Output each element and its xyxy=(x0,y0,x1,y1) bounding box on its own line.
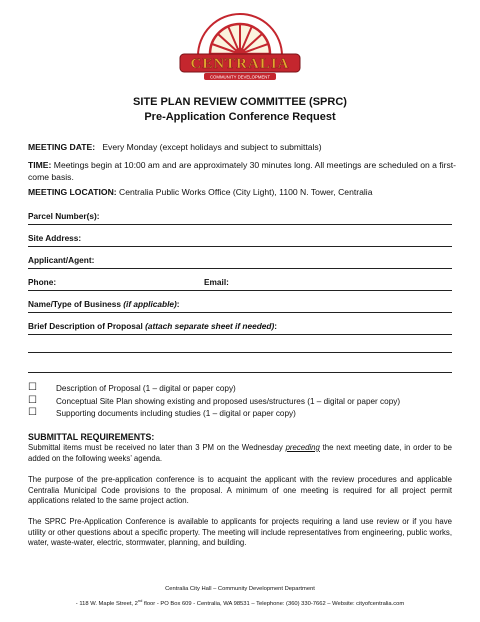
meeting-location xyxy=(28,186,468,198)
meeting-date xyxy=(28,141,468,153)
business-field[interactable] xyxy=(28,298,452,313)
centralia-logo xyxy=(176,12,304,84)
checkbox-label: Supporting documents including studies (1 – digital or paper copy) xyxy=(56,409,296,418)
time-value: Meetings begin at 10:00 am and are approximately 30 minutes long. All meetings are scheduled on a first-come basis. xyxy=(28,160,457,182)
checkbox-icon[interactable]: ☐ xyxy=(28,382,37,393)
footer-line-1: Centralia City Hall – Community Development Department xyxy=(165,586,315,592)
parcel-number-field[interactable] xyxy=(28,210,452,225)
purpose-paragraph: The purpose of the pre-application conference is to acquaint the applicant with the review procedures and applicable Centralia Municipal Code provisions to the proposal. A minimum of one meeting is required for all project permit applications related to the same project action. xyxy=(28,475,452,505)
business-label: Name/Type of Business (if applicable): xyxy=(28,299,180,309)
checkbox-icon[interactable]: ☐ xyxy=(28,395,37,406)
wheel-icon xyxy=(198,14,282,60)
email-label: Email: xyxy=(204,277,229,287)
meeting-date-label: MEETING DATE: xyxy=(28,142,96,152)
checkbox-label: Conceptual Site Plan showing existing and proposed uses/structures (1 – digital or paper copy) xyxy=(56,397,401,406)
page-title: SITE PLAN REVIEW COMMITTEE (SPRC) xyxy=(133,96,347,108)
submittal-heading: SUBMITTAL REQUIREMENTS: xyxy=(28,432,155,442)
logo-wordmark: CENTRALIA xyxy=(190,56,290,72)
footer-line-2: - 118 W. Maple Street, 2nd floor - PO Box 609 - Centralia, WA 98531 – Telephone: (360) 330-7662 – Website: cityofcentralia.com xyxy=(75,598,405,607)
proposal-line-2[interactable] xyxy=(28,372,452,373)
phone-email-field[interactable] xyxy=(28,276,452,291)
proposal-field[interactable] xyxy=(28,320,452,335)
availability-paragraph: The SPRC Pre-Application Conference is available to applicants for projects requiring a land use review or if you have utility or other questions about a specific property. The meeting will include representatives from engineering, public works, water, waste-water, electric, stormwater, planning, and building. xyxy=(28,517,452,547)
location-value: Centralia Public Works Office (City Light), 1100 N. Tower, Centralia xyxy=(119,187,373,197)
time-label: TIME: xyxy=(28,160,52,170)
meeting-time xyxy=(28,159,468,183)
checkbox-icon[interactable]: ☐ xyxy=(28,407,37,418)
parcel-number-label: Parcel Number(s): xyxy=(28,211,100,221)
site-address-label: Site Address: xyxy=(28,233,82,243)
site-address-field[interactable] xyxy=(28,232,452,247)
applicant-field[interactable] xyxy=(28,254,452,269)
checkbox-label: Description of Proposal (1 – digital or paper copy) xyxy=(56,384,236,393)
proposal-label: Brief Description of Proposal (attach separate sheet if needed): xyxy=(28,321,277,331)
submittal-text: Submittal items must be received no later than 3 PM on the Wednesday preceding the next meeting date, in order to be added on the following weeks’ agenda. xyxy=(28,443,452,463)
logo-tagline: COMMUNITY DEVELOPMENT xyxy=(209,74,271,80)
phone-label: Phone: xyxy=(28,277,57,287)
meeting-date-value: Every Monday (except holidays and subject to submittals) xyxy=(102,142,322,152)
applicant-label: Applicant/Agent: xyxy=(28,255,95,265)
location-label: MEETING LOCATION: xyxy=(28,187,117,197)
page-subtitle: Pre-Application Conference Request xyxy=(144,111,336,123)
proposal-line-1[interactable] xyxy=(28,352,452,353)
